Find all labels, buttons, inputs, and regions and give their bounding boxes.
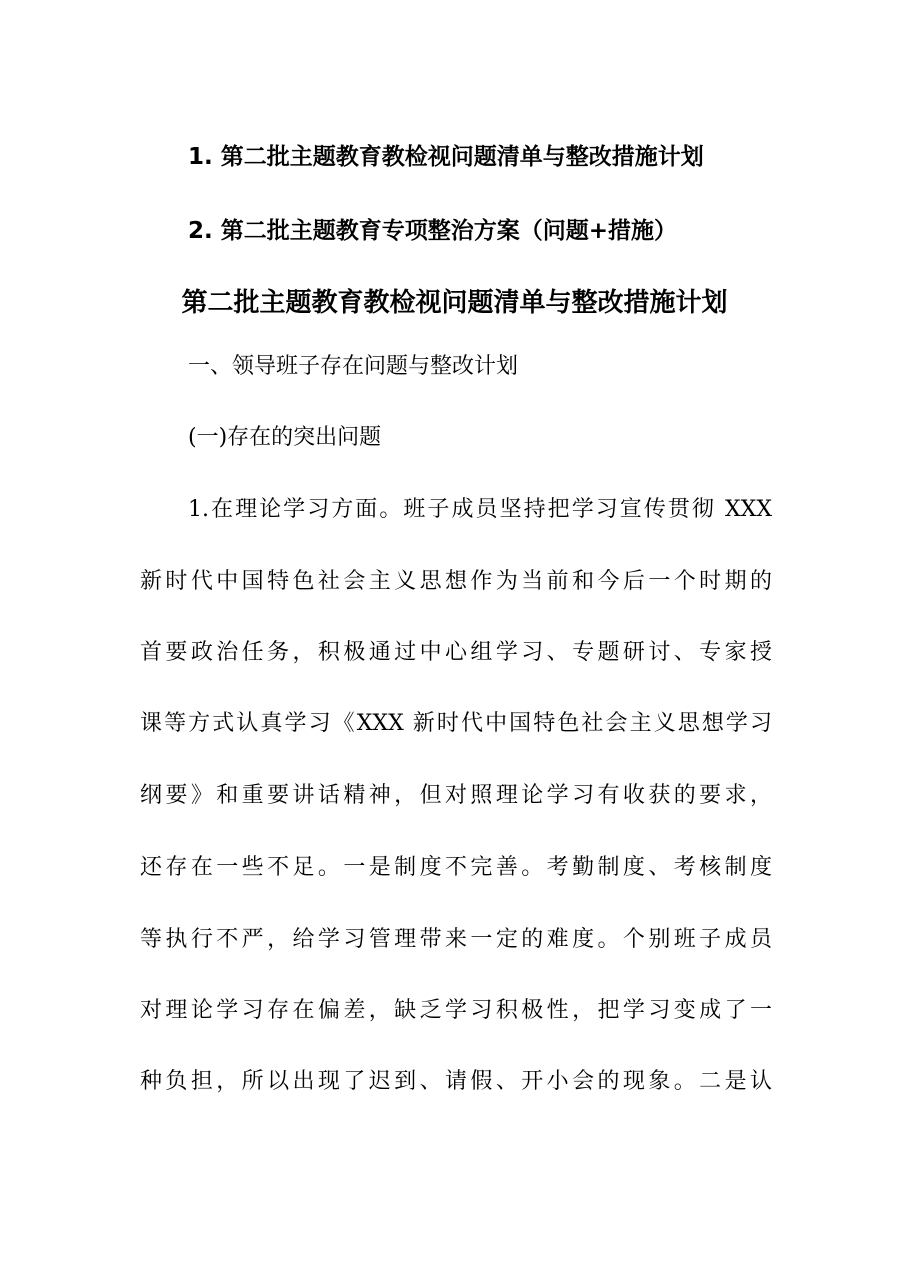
paragraph-line: 纲要》和重要讲话精神，但对照理论学习有收获的要求， (140, 783, 772, 808)
paragraph-line: 课等方式认真学习《XXX 新时代中国特色社会主义思想学习 (140, 711, 772, 736)
paragraph-line: 1.在理论学习方面。班子成员坚持把学习宣传贯彻 XXX (188, 497, 772, 522)
paragraph-line: 新时代中国特色社会主义思想作为当前和今后一个时期的 (140, 569, 772, 594)
subsection-heading-1: (一)存在的突出问题 (188, 425, 382, 450)
section-heading-1: 一、领导班子存在问题与整改计划 (188, 354, 519, 379)
paragraph-line: 对理论学习存在偏差，缺乏学习积极性，把学习变成了一 (140, 998, 772, 1023)
paragraph-line: 种负担，所以出现了迟到、请假、开小会的现象。二是认 (140, 1069, 772, 1094)
toc-item-2[interactable]: 2. 第二批主题教育专项整治方案（问题+措施） (188, 218, 678, 244)
toc-item-1[interactable]: 1. 第二批主题教育教检视问题清单与整改措施计划 (188, 144, 704, 170)
document-title: 第二批主题教育教检视问题清单与整改措施计划 (181, 288, 728, 318)
paragraph-line: 首要政治任务，积极通过中心组学习、专题研讨、专家授 (140, 640, 772, 665)
paragraph-line: 等执行不严，给学习管理带来一定的难度。个别班子成员 (140, 927, 772, 952)
paragraph-line: 还存在一些不足。一是制度不完善。考勤制度、考核制度 (140, 855, 772, 880)
